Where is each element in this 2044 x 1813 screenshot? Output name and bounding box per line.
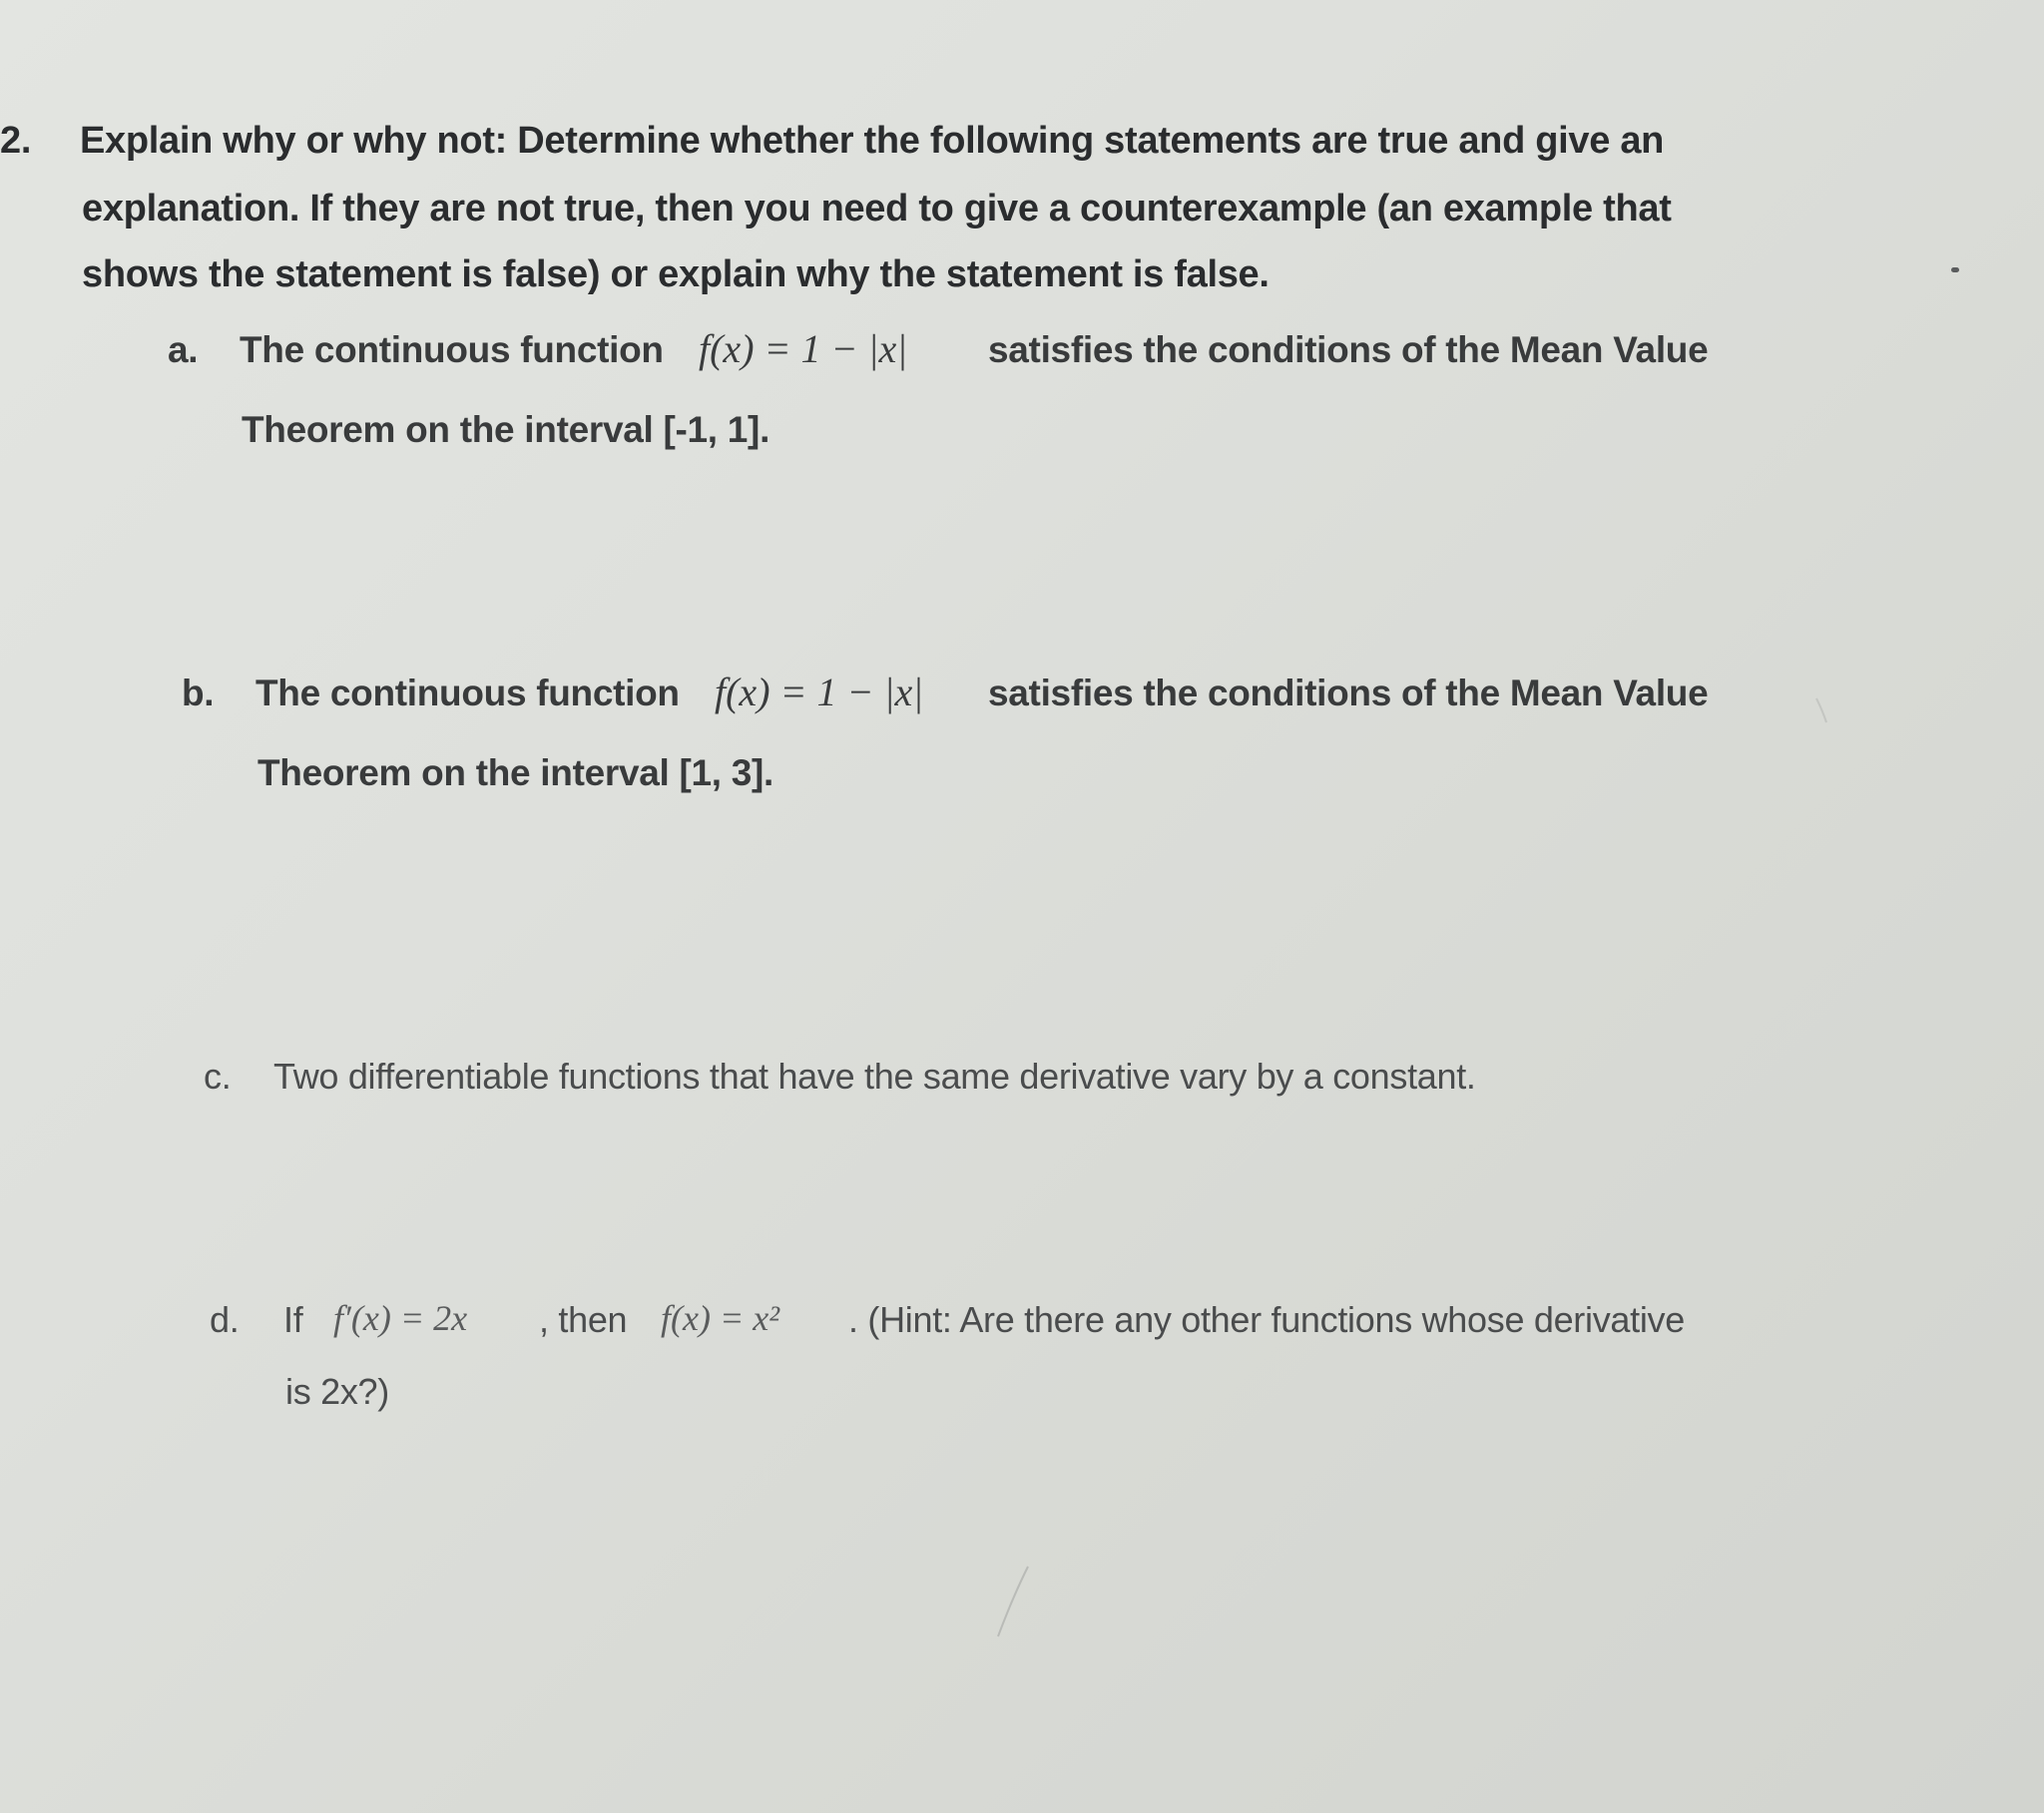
item-d-line-2: is 2x?) <box>285 1371 389 1412</box>
question-number: 2. <box>0 120 32 162</box>
item-b-line-2: Theorem on the interval [1, 3]. <box>257 752 774 793</box>
question-line-2: explanation. If they are not true, then you need to give a counterexample (an example that <box>82 188 1672 229</box>
item-a-label: a. <box>168 329 199 370</box>
item-a-line-2: Theorem on the interval [-1, 1]. <box>242 409 770 450</box>
question-line-3: shows the statement is false) or explain why the statement is false. <box>82 253 1270 295</box>
item-d-formula-1: f′(x) = 2x <box>333 1298 468 1338</box>
item-b-label: b. <box>182 673 215 713</box>
item-a-suffix: satisfies the conditions of the Mean Value <box>988 329 1709 370</box>
item-b-prefix: The continuous function <box>256 673 680 713</box>
item-d-if: If <box>283 1299 303 1340</box>
item-c-text: Two differentiable functions that have the same derivative vary by a constant. <box>273 1056 1476 1097</box>
item-d-label: d. <box>210 1299 240 1340</box>
item-d-formula-2: f(x) = x² <box>661 1298 780 1338</box>
item-a-prefix: The continuous function <box>240 329 664 370</box>
item-b-formula: f(x) = 1 − |x| <box>715 670 924 714</box>
item-d-then: , then <box>539 1299 628 1340</box>
item-c-label: c. <box>204 1056 232 1097</box>
question-line-1: Explain why or why not: Determine whether the following statements are true and give an <box>80 120 1665 162</box>
item-a-formula: f(x) = 1 − |x| <box>699 326 908 371</box>
item-d-hint: . (Hint: Are there any other functions whose derivative <box>848 1299 1685 1340</box>
item-b-suffix: satisfies the conditions of the Mean Value <box>988 673 1709 713</box>
